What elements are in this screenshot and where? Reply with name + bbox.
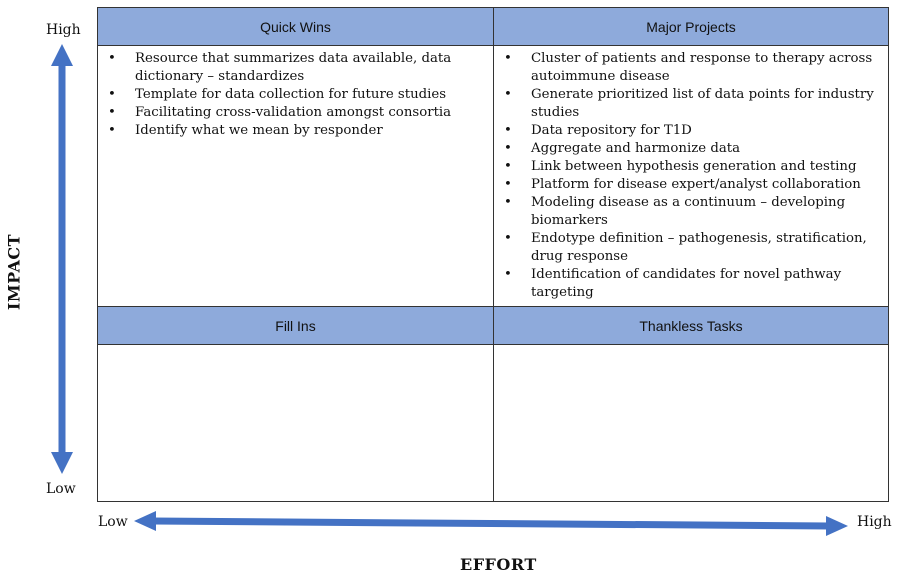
list-item: • Endotype definition – pathogenesis, stratification, drug response (504, 231, 867, 264)
bullet-icon: • (108, 87, 116, 102)
list-item: • Template for data collection for future studies (108, 87, 447, 102)
bullet-icon: • (504, 177, 512, 192)
fill-ins-header (97, 306, 494, 345)
impact-high-label: High (46, 22, 81, 38)
impact-axis-title: IMPACT (4, 233, 24, 311)
bullet-icon: • (504, 267, 512, 282)
fill-ins-title: Fill Ins (275, 317, 316, 334)
thankless-tasks-body (493, 344, 889, 502)
major-projects-list (504, 50, 880, 302)
bullet-icon: • (108, 105, 116, 120)
impact-low-label: Low (46, 481, 76, 497)
list-item: • Resource that summarizes data available, data dictionary – standardizes (108, 51, 452, 84)
list-item: • Identify what we mean by responder (108, 123, 383, 138)
thankless-tasks-header (493, 306, 889, 345)
list-item: • Generate prioritized list of data points for industry studies (504, 87, 874, 120)
quick-wins-list (108, 50, 485, 140)
list-item: • Facilitating cross-validation amongst consortia (108, 105, 452, 120)
list-item: • Platform for disease expert/analyst collaboration (504, 177, 861, 192)
effort-low-label: Low (98, 514, 128, 530)
major-projects-header (493, 7, 889, 46)
list-item: • Cluster of patients and response to therapy across autoimmune disease (504, 51, 873, 84)
major-projects-title: Major Projects (646, 18, 736, 35)
quick-wins-header (97, 7, 494, 46)
effort-high-label: High (857, 514, 892, 530)
quick-wins-body (97, 45, 494, 307)
bullet-icon: • (108, 123, 116, 138)
bullet-icon: • (504, 159, 512, 174)
bullet-icon: • (108, 51, 116, 66)
thankless-tasks-title: Thankless Tasks (639, 317, 743, 334)
effort-axis-title: EFFORT (460, 555, 537, 574)
list-item: • Identification of candidates for novel pathway targeting (504, 267, 842, 300)
bullet-icon: • (504, 231, 512, 246)
fill-ins-body (97, 344, 494, 502)
list-item: • Aggregate and harmonize data (504, 141, 741, 156)
bullet-icon: • (504, 123, 512, 138)
quick-wins-title: Quick Wins (260, 18, 331, 35)
bullet-icon: • (504, 195, 512, 210)
bullet-icon: • (504, 51, 512, 66)
list-item: • Link between hypothesis generation and testing (504, 159, 857, 174)
list-item: • Modeling disease as a continuum – developing biomarkers (504, 195, 846, 228)
list-item: • Data repository for T1D (504, 123, 692, 138)
bullet-icon: • (504, 141, 512, 156)
priority-matrix (97, 7, 888, 502)
bullet-icon: • (504, 87, 512, 102)
major-projects-body (493, 45, 889, 307)
